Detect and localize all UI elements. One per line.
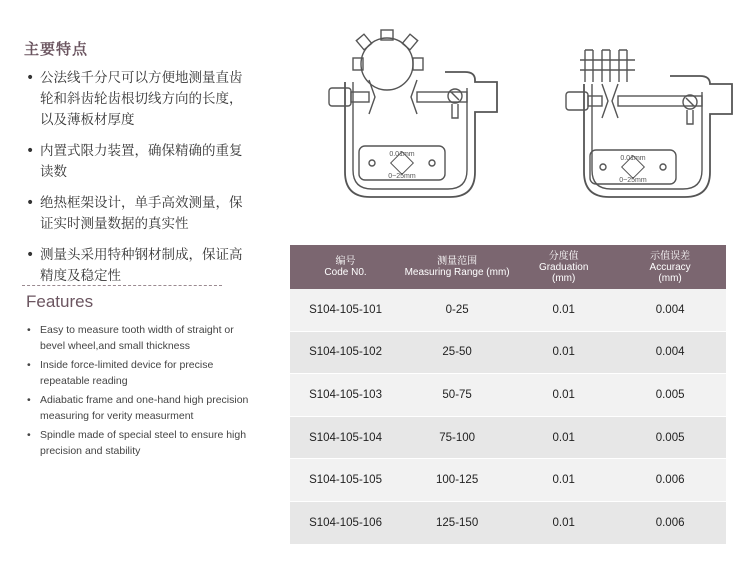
features-cn-item <box>24 245 254 287</box>
cell-code: S104-105-105 <box>290 459 401 502</box>
features-cn-item <box>24 68 254 131</box>
gear-icon <box>353 30 423 90</box>
cell-range: 100-125 <box>401 459 513 502</box>
bullet-icon: • <box>26 143 35 159</box>
bullet-icon: • <box>27 324 31 336</box>
bullet-icon: • <box>26 247 35 263</box>
features-en-item <box>24 322 249 354</box>
features-cn-item-text: 绝热框架设计，单手高效测量，保证实时测量数据的真实性 <box>40 195 243 232</box>
dial-range-label: 0~25mm <box>619 177 647 184</box>
table-row <box>290 501 726 544</box>
section-divider <box>22 285 222 286</box>
cell-accuracy: 0.004 <box>614 331 726 374</box>
cell-range: 125-150 <box>401 501 513 544</box>
dial-range-label: 0~25mm <box>388 173 416 180</box>
table-row <box>290 416 726 459</box>
micrometer-gear-illustration <box>325 22 505 222</box>
features-en-title: Features <box>26 292 94 311</box>
cell-accuracy: 0.005 <box>614 416 726 459</box>
cell-graduation: 0.01 <box>513 374 614 417</box>
cell-graduation: 0.01 <box>513 416 614 459</box>
bullet-icon: • <box>27 429 31 441</box>
features-en-item <box>24 427 249 459</box>
dial-graduation-label: 0.01mm <box>389 151 415 158</box>
spec-table <box>290 245 726 545</box>
features-cn-item-text: 内置式限力装置，确保精确的重复读数 <box>40 143 243 180</box>
bullet-icon: • <box>27 359 31 371</box>
dial-graduation-label: 0.01mm <box>620 155 646 162</box>
cell-graduation: 0.01 <box>513 459 614 502</box>
features-cn-title: 主要特点 <box>24 40 89 58</box>
cell-code: S104-105-103 <box>290 374 401 417</box>
bullet-icon: • <box>26 195 35 211</box>
cell-range: 75-100 <box>401 416 513 459</box>
cell-graduation: 0.01 <box>513 331 614 374</box>
features-cn-item-text: 公法线千分尺可以方便地测量直齿轮和斜齿轮齿根切线方向的长度，以及薄板材厚度 <box>40 70 243 128</box>
table-row <box>290 331 726 374</box>
features-en-item-text: Easy to measure tooth width of straight or bevel wheel,and small thickness <box>40 324 234 352</box>
features-en-item <box>24 357 249 389</box>
table-row <box>290 374 726 417</box>
cell-accuracy: 0.006 <box>614 501 726 544</box>
bullet-icon: • <box>26 70 35 86</box>
features-cn-list <box>24 68 254 297</box>
cell-accuracy: 0.004 <box>614 289 726 331</box>
cell-range: 25-50 <box>401 331 513 374</box>
cell-code: S104-105-101 <box>290 289 401 331</box>
cell-code: S104-105-102 <box>290 331 401 374</box>
cell-code: S104-105-106 <box>290 501 401 544</box>
table-row <box>290 459 726 502</box>
features-en-item-text: Adiabatic frame and one-hand high precision measuring for verity measurment <box>40 394 249 422</box>
features-en-item <box>24 392 249 424</box>
table-header-row <box>290 245 726 289</box>
header-accuracy: 示值误差 Accuracy (mm) <box>614 245 726 289</box>
cell-graduation: 0.01 <box>513 501 614 544</box>
features-cn-item-text: 测量头采用特种钢材制成，保证高精度及稳定性 <box>40 247 243 284</box>
features-cn-item <box>24 193 254 235</box>
cell-graduation: 0.01 <box>513 289 614 331</box>
micrometer-plate-illustration <box>560 22 740 222</box>
cell-accuracy: 0.005 <box>614 374 726 417</box>
header-code: 编号 Code N0. <box>290 245 401 289</box>
cell-range: 50-75 <box>401 374 513 417</box>
features-en-item-text: Spindle made of special steel to ensure high precision and stability <box>40 429 247 457</box>
table-row <box>290 289 726 331</box>
cell-code: S104-105-104 <box>290 416 401 459</box>
features-en-list <box>24 322 249 462</box>
features-cn-item <box>24 141 254 183</box>
header-range: 测量范围 Measuring Range (mm) <box>401 245 513 289</box>
bullet-icon: • <box>27 394 31 406</box>
features-en-item-text: Inside force-limited device for precise repeatable reading <box>40 359 214 387</box>
header-graduation: 分度值 Graduation (mm) <box>513 245 614 289</box>
cell-accuracy: 0.006 <box>614 459 726 502</box>
cell-range: 0-25 <box>401 289 513 331</box>
